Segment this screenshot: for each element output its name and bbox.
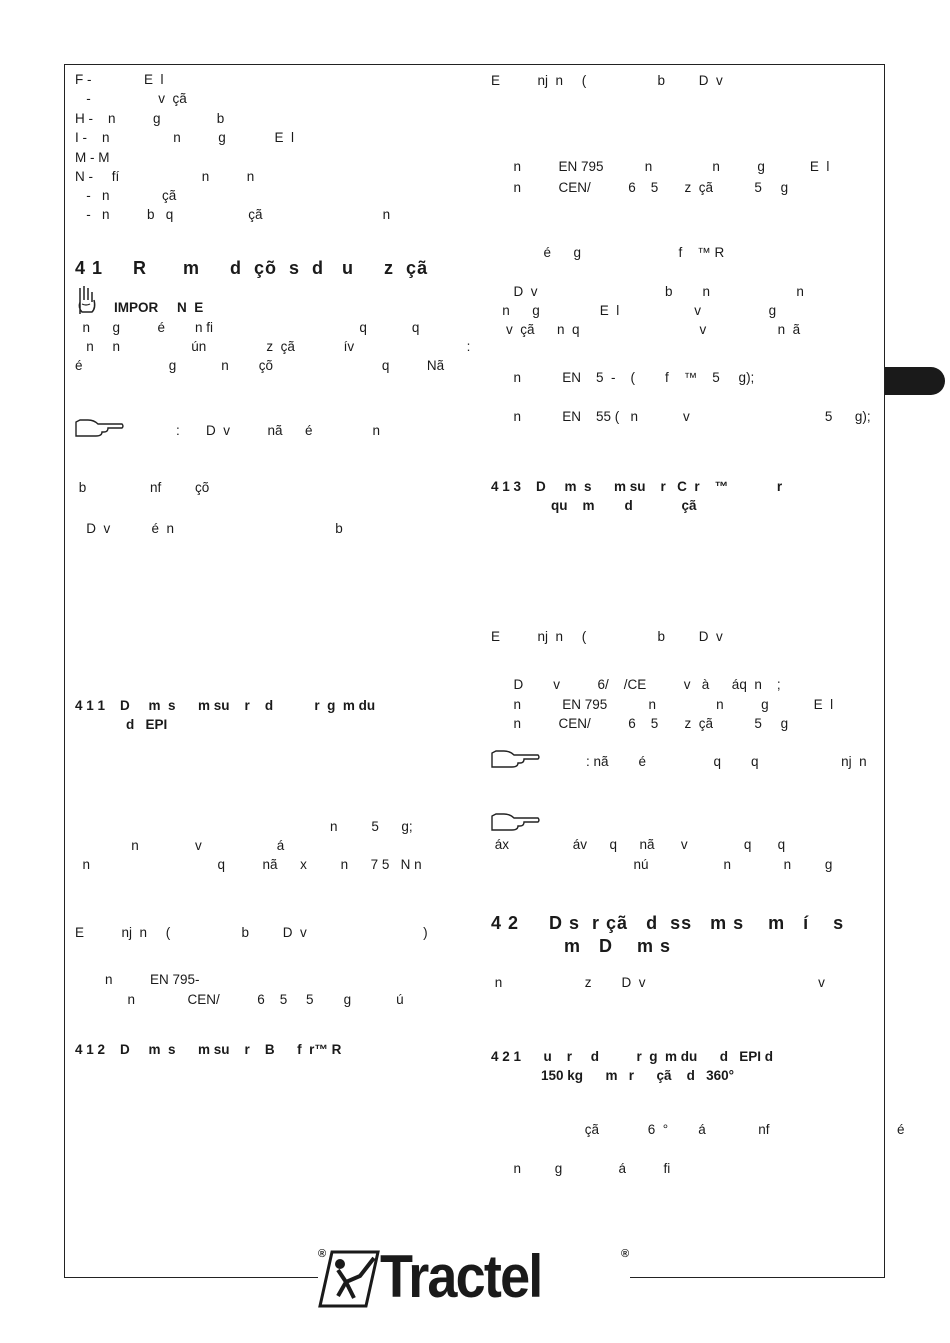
- important-text: n n ún z çã ív :: [75, 339, 471, 354]
- paragraph: E nj n ( b D v: [491, 629, 723, 644]
- subsection-heading-4-1-1-cont: d EPI: [126, 717, 168, 732]
- paragraph: n z D v v: [491, 975, 825, 990]
- subsection-heading-4-1-1: 4 1 1 D m s m su r d r g m du: [75, 698, 376, 713]
- subsection-heading-4-2-1-cont: 150 kg m r çã d 360°: [541, 1068, 734, 1083]
- tractel-logo: [318, 1243, 630, 1312]
- list-item: H - n g b: [75, 111, 225, 126]
- paragraph: n EN 795-: [75, 972, 200, 987]
- page-frame: [64, 64, 885, 1278]
- note-text: : D v nã é n: [176, 423, 381, 438]
- paragraph: D v b n n: [491, 284, 804, 299]
- paragraph: é g f ™ R: [491, 245, 725, 260]
- paragraph: D v 6/ /CE v à áq n ;: [491, 677, 781, 692]
- section-heading-4-2: 4 2 D s r çã d ss m s m í s: [491, 913, 845, 933]
- chapter-tab: [885, 367, 945, 395]
- list-item: - n çã: [75, 188, 177, 203]
- subsection-heading-4-1-2: 4 1 2 D m s m su r B f r™ R: [75, 1042, 342, 1057]
- paragraph: n EN 795 n n g E l: [491, 159, 830, 174]
- registered-mark: ®: [318, 1248, 327, 1260]
- note-text: : nã é q q nj n: [586, 754, 867, 769]
- paragraph: b nf çõ: [75, 480, 210, 495]
- registered-mark: ®: [621, 1248, 630, 1260]
- pointing-finger-icon: [490, 749, 542, 771]
- paragraph: çã 6 ° á nf é: [491, 1122, 905, 1137]
- paragraph: E nj n ( b D v ): [75, 925, 428, 940]
- paragraph: n EN 55 ( n v 5 g);: [491, 409, 871, 424]
- list-item: F - E l: [75, 72, 164, 87]
- subsection-heading-4-2-1: 4 2 1 u r d r g m du d EPI d: [491, 1049, 774, 1064]
- section-heading-4-2-cont: m D m s: [564, 936, 672, 956]
- paragraph: n CEN/ 6 5 z çã 5 g: [491, 716, 789, 731]
- important-text: n g é n fi q q: [75, 320, 420, 335]
- pointing-hand-icon: [74, 282, 100, 316]
- list-item: - v çã: [75, 91, 187, 106]
- subsection-heading-4-1-3: 4 1 3 D m s m su r C r ™ r: [491, 479, 783, 494]
- paragraph: n EN 795 n n g E l: [491, 697, 834, 712]
- note-text: áx áv q nã v q q: [491, 837, 786, 852]
- paragraph: n 5 g;: [75, 819, 413, 834]
- list-item: - n b q çã n: [75, 207, 391, 222]
- pointing-finger-icon: [490, 812, 542, 834]
- paragraph: n EN 5 - ( f ™ 5 g);: [491, 370, 755, 385]
- important-label: IMPOR N E: [114, 300, 204, 315]
- paragraph: E nj n ( b D v: [491, 73, 723, 88]
- paragraph: D v é n b: [75, 521, 343, 536]
- paragraph: n q nã x n 7 5 N n: [75, 857, 422, 872]
- list-item: M - M: [75, 150, 110, 165]
- section-heading-4-1: 4 1 R m d çõ s d u z çã: [75, 258, 429, 278]
- logo-wordmark: Tractel: [380, 1243, 542, 1310]
- paragraph: n g á fi: [491, 1161, 671, 1176]
- list-item: N - fí n n: [75, 169, 255, 184]
- pointing-finger-icon: [74, 418, 126, 440]
- paragraph: n CEN/ 6 5 5 g ú: [75, 992, 404, 1007]
- paragraph: n g E l v g: [491, 303, 777, 318]
- paragraph: n CEN/ 6 5 z çã 5 g: [491, 180, 789, 195]
- paragraph: v çã n q v n ã: [491, 322, 801, 337]
- paragraph: n v á: [75, 838, 285, 853]
- list-item: I - n n g E l: [75, 130, 295, 145]
- important-text: é g n çõ q Nã: [75, 358, 445, 373]
- subsection-heading-4-1-3-cont: qu m d çã: [551, 498, 697, 513]
- note-text: nú n n g: [491, 857, 833, 872]
- climber-logo-icon: [318, 1250, 380, 1308]
